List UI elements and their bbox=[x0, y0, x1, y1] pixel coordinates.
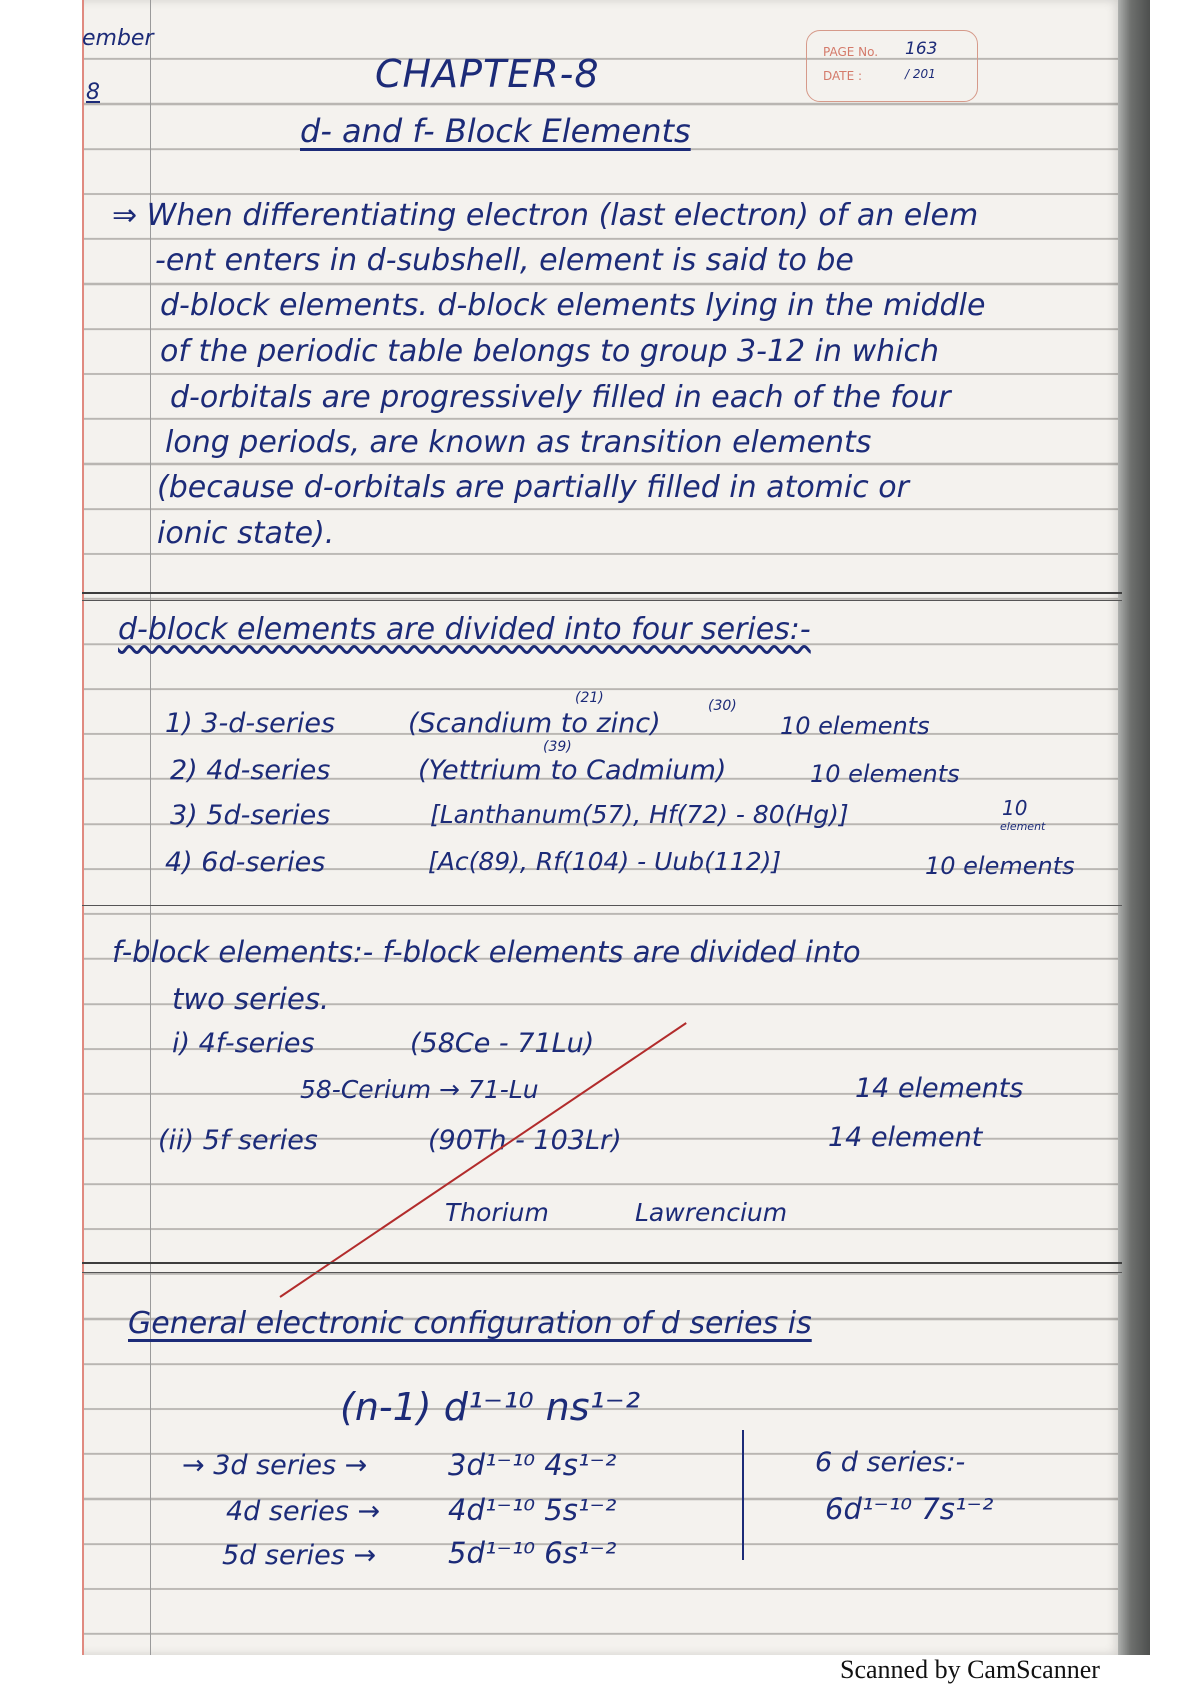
f-block-heading: f-block elements:- f-block elements are divided into bbox=[112, 935, 861, 969]
config-heading: General electronic configuration of d series is bbox=[128, 1306, 812, 1341]
atomic-number-note: (39) bbox=[543, 739, 572, 755]
atomic-number-note: (30) bbox=[708, 698, 737, 714]
config-series: → 3d series → bbox=[182, 1450, 368, 1481]
section-separator bbox=[82, 905, 1122, 906]
intro-line: long periods, are known as transition elements bbox=[165, 425, 872, 460]
d-series-range: [Lanthanum(57), Hf(72) - 80(Hg)] bbox=[430, 800, 849, 829]
inner-margin-line bbox=[150, 0, 151, 1655]
d-series-count: 10 elements bbox=[780, 712, 930, 740]
f-series-range: (90Th - 103Lr) bbox=[428, 1125, 622, 1156]
d-series-label: 4) 6d-series bbox=[165, 847, 326, 878]
margin-day: 8 bbox=[86, 80, 100, 105]
section-separator bbox=[82, 592, 1122, 594]
date-value: / 201 bbox=[905, 67, 936, 81]
page-number-box bbox=[806, 30, 978, 102]
margin-month: ember bbox=[82, 26, 154, 51]
intro-line: ⇒ When differentiating electron (last electron) of an elem bbox=[112, 198, 979, 233]
f-series-count: 14 elements bbox=[855, 1073, 1024, 1104]
page-no-label: PAGE No. bbox=[823, 45, 879, 59]
f-series-range: (58Ce - 71Lu) bbox=[410, 1028, 595, 1059]
d-series-count: 10 elements bbox=[925, 852, 1075, 880]
page-no-value: 163 bbox=[905, 39, 938, 59]
f-series-label: i) 4f-series bbox=[172, 1028, 315, 1059]
intro-line: (because d-orbitals are partially filled in atomic or bbox=[157, 470, 909, 505]
d-series-count: 10 elements bbox=[810, 760, 960, 788]
f-series-label: (ii) 5f series bbox=[158, 1125, 318, 1156]
section-separator bbox=[82, 600, 1122, 601]
config-side-heading: 6 d series:- bbox=[815, 1447, 966, 1478]
notebook-edge bbox=[1118, 0, 1150, 1655]
f-series-count: 14 element bbox=[828, 1122, 983, 1153]
element-name: Thorium bbox=[445, 1198, 549, 1227]
atomic-number-note: (21) bbox=[575, 690, 604, 706]
d-series-range: (Yettrium to Cadmium) bbox=[418, 755, 727, 786]
d-series-range: (Scandium to zinc) bbox=[408, 708, 661, 739]
d-series-count-sub: element bbox=[1000, 820, 1046, 833]
config-value: 3d¹⁻¹⁰ 4s¹⁻² bbox=[448, 1448, 617, 1482]
section-separator bbox=[82, 1262, 1122, 1264]
config-series: 4d series → bbox=[226, 1496, 381, 1527]
intro-line: of the periodic table belongs to group 3-12 in which bbox=[160, 334, 939, 369]
config-formula: (n-1) d¹⁻¹⁰ ns¹⁻² bbox=[340, 1385, 641, 1429]
chapter-subtitle: d- and f- Block Elements bbox=[300, 112, 691, 150]
f-block-heading-cont: two series. bbox=[172, 982, 330, 1016]
intro-line: d-orbitals are progressively filled in each of the four bbox=[170, 380, 951, 415]
d-series-range: [Ac(89), Rf(104) - Uub(112)] bbox=[428, 847, 782, 876]
intro-line: -ent enters in d-subshell, element is said to be bbox=[155, 243, 854, 278]
d-series-label: 3) 5d-series bbox=[170, 800, 331, 831]
config-series: 5d series → bbox=[222, 1540, 377, 1571]
element-name: Lawrencium bbox=[635, 1198, 788, 1227]
config-value: 5d¹⁻¹⁰ 6s¹⁻² bbox=[448, 1536, 617, 1570]
d-series-count: 10 bbox=[1002, 796, 1028, 820]
d-series-label: 2) 4d-series bbox=[170, 755, 331, 786]
intro-line: ionic state). bbox=[157, 516, 335, 551]
config-side-value: 6d¹⁻¹⁰ 7s¹⁻² bbox=[825, 1492, 994, 1526]
section-separator bbox=[82, 1272, 1122, 1273]
date-label: DATE : bbox=[823, 69, 863, 83]
scanner-footer: Scanned by CamScanner bbox=[840, 1655, 1100, 1684]
d-block-heading: d-block elements are divided into four series:- bbox=[118, 612, 811, 647]
margin-line bbox=[82, 0, 84, 1655]
f-series-names: 58-Cerium → 71-Lu bbox=[300, 1075, 539, 1104]
config-value: 4d¹⁻¹⁰ 5s¹⁻² bbox=[448, 1493, 617, 1527]
d-series-label: 1) 3-d-series bbox=[165, 708, 336, 739]
chapter-title: CHAPTER-8 bbox=[375, 52, 600, 96]
divider-line bbox=[742, 1430, 744, 1560]
intro-line: d-block elements. d-block elements lying in the middle bbox=[160, 288, 986, 323]
